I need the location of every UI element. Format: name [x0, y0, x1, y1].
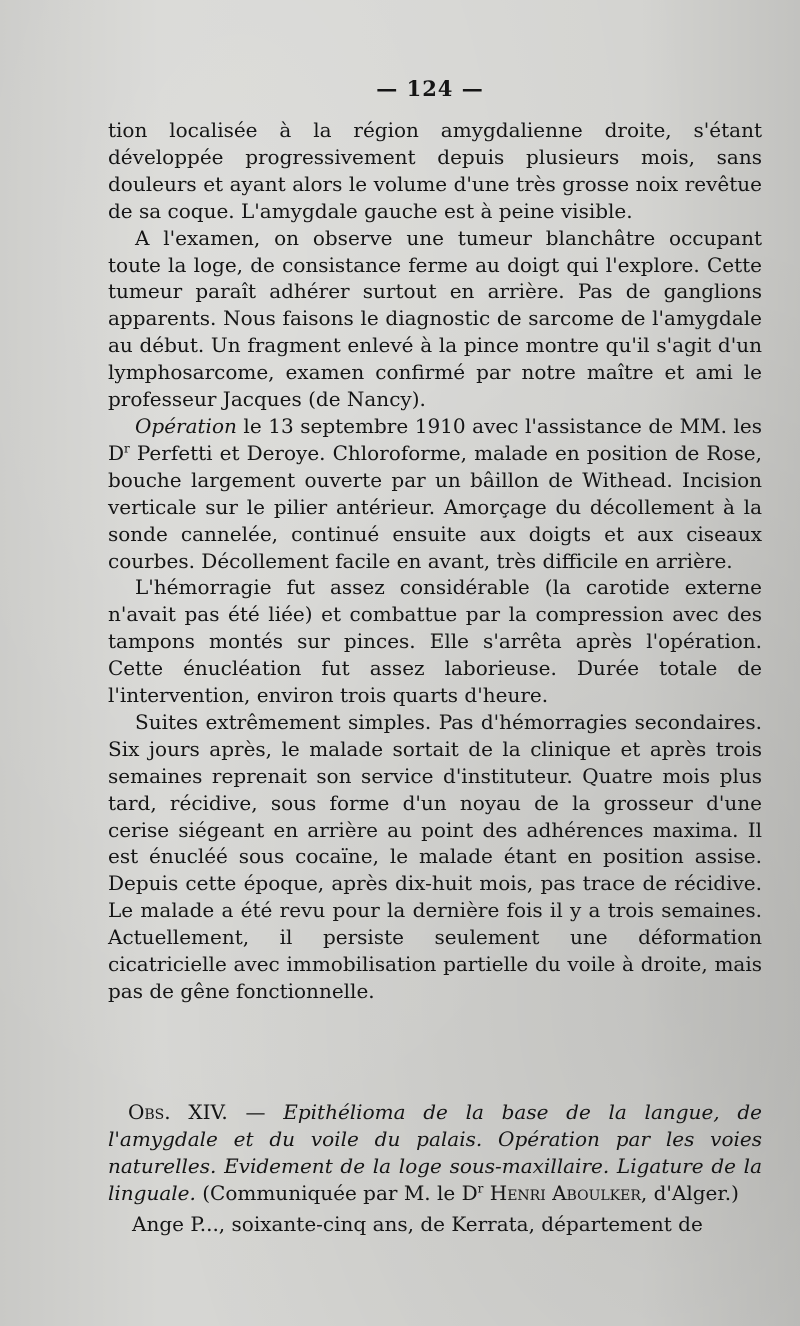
operation-lead-word: Opération	[135, 413, 237, 438]
paragraph-hemorrhage: L'hémorragie fut assez considérable (la carotide externe n'avait pas été liée) et combattue par la compression avec des tampons montés sur pinces. Elle s'arrêta après l'opération. Cette énucléation fut assez laborieuse. Durée totale de l'intervention, environ trois quarts d'heure.	[108, 575, 762, 708]
credit-doctor-superscript: r	[477, 1181, 484, 1196]
observation-label: Obs. XIV.	[128, 1100, 228, 1124]
observation-credit-part-1: (Communiquée par M. le D	[195, 1181, 478, 1205]
observation-dash: —	[227, 1100, 284, 1124]
operation-text-part-1: le 13 septembre 1910 avec l'assistance de MM. les D	[108, 413, 762, 465]
main-text	[108, 117, 762, 1005]
operation-text-part-2: Perfetti et Deroye. Chloroforme, malade en position de Rose, bouche largement ouverte par un bâillon de Withead. Incision verticale sur le pilier antérieur. Amorçage du décollement à la sonde cannelée, continué ensuite aux doigts et aux ciseaux courbes. Décollement facile en avant, très difficile en arrière.	[108, 440, 762, 573]
page-number: — 124 —	[376, 76, 484, 101]
paragraph-examination: A l'examen, on observe une tumeur blanchâtre occupant toute la loge, de consistance ferme au doigt qui l'explore. Cette tumeur paraît adhérer surtout en arrière. Pas de ganglions apparents. Nous faisons le diagnostic de sarcome de l'amygdale au début. Un fragment enlevé à la pince montre qu'il s'agit d'un lymphosarcome, examen confirmé par notre maître et ami le professeur Jacques (de Nancy).	[108, 225, 762, 412]
paragraph-operation	[108, 413, 762, 574]
observation-heading	[108, 1099, 762, 1207]
observation-block	[108, 1099, 762, 1238]
doctor-superscript: r	[124, 441, 130, 456]
paragraph-aftermath: Suites extrêmement simples. Pas d'hémorragies secondaires. Six jours après, le malade sortait de la clinique et après trois semaines reprenait son service d'instituteur. Quatre mois plus tard, récidive, sous forme d'un noyau de la grosseur d'une cerise siégeant en arrière au point des adhérences maxima. Il est énucléé sous cocaïne, le malade étant en position assise. Depuis cette époque, après dix-huit mois, pas trace de récidive. Le malade a été revu pour la dernière fois il y a trois semaines. Actuellement, il persiste seulement une déformation cicatricielle avec immobilisation partielle du voile à droite, mais pas de gêne fonctionnelle.	[108, 709, 762, 1003]
observation-first-line: Ange P..., soixante-cinq ans, de Kerrata, département de	[132, 1212, 703, 1236]
observation-credit-part-2: , d'Alger.)	[640, 1181, 739, 1205]
observation-credit-name: Henri Aboulker	[483, 1181, 641, 1205]
paragraph-continuation: tion localisée à la région amygdalienne droite, s'étant développée progressivement depuis plusieurs mois, sans douleurs et ayant alors le volume d'une très grosse noix revêtue de sa coque. L'amygdale gauche est à peine visible.	[108, 118, 762, 223]
observation-title: Epithélioma de la base de la langue, de l'amygdale et du voile du palais. Opération par les voies naturelles. Evidement de la loge sous-maxillaire. Ligature de la linguale.	[108, 1100, 762, 1205]
